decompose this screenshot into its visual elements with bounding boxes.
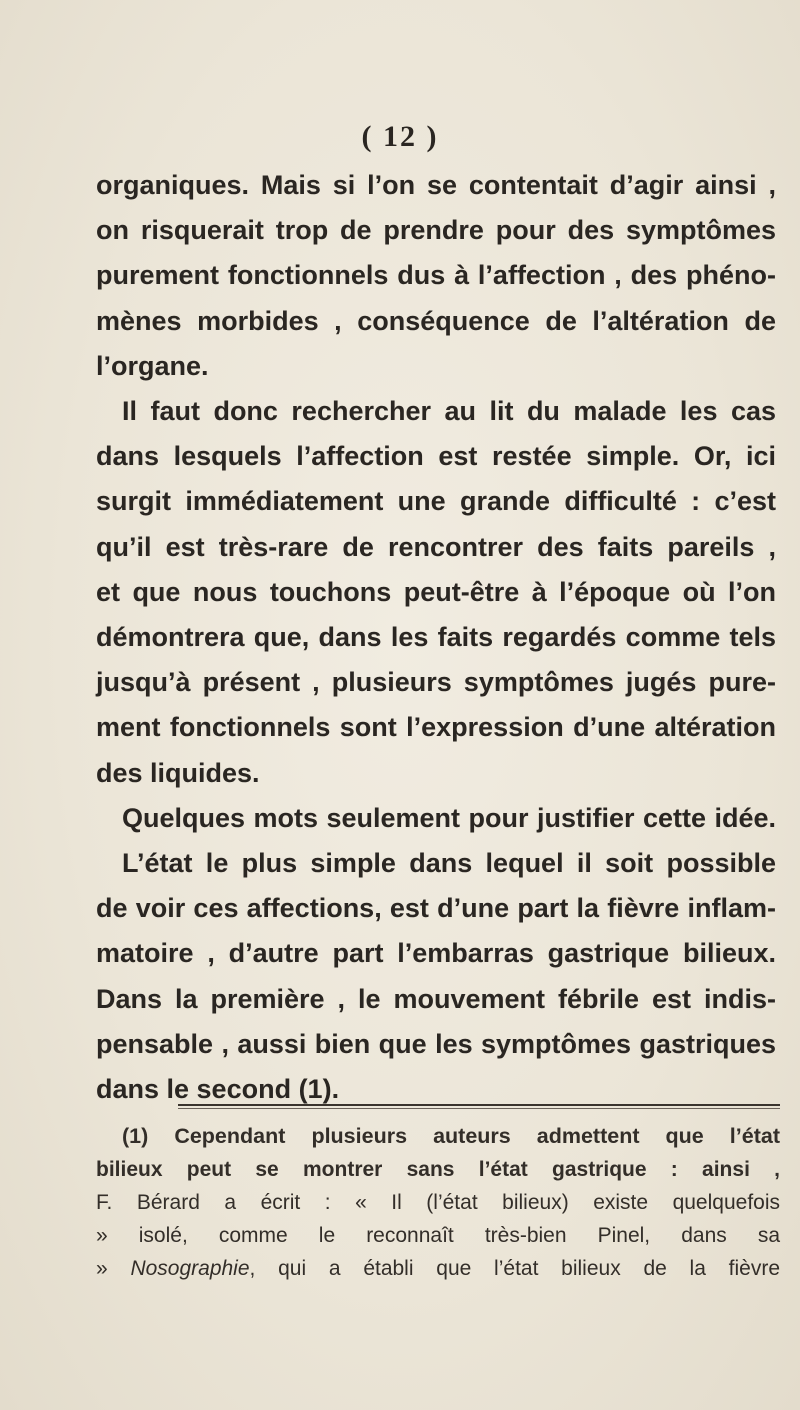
text-line: mènes morbides , conséquence de l’altération de [96,305,776,336]
text-line: purement fonctionnels dus à l’affection , des phéno- [96,260,776,291]
text-line: jusqu’à présent , plusieurs symptômes jugés pure- [96,667,776,698]
text-line: Dans la première , le mouvement fébrile est indis- [96,983,776,1014]
footnote-line: » isolé, comme le reconnaît très-bien Pinel, dans sa [96,1224,780,1247]
quote-mark: » [96,1257,131,1280]
footnote-divider [178,1104,780,1106]
book-title: Nosographie [130,1257,250,1280]
footnote-line: bilieux peut se montrer sans l’état gastrique : ainsi , [96,1158,780,1181]
footnote [96,1120,780,1285]
main-text [96,163,776,1112]
text-line: ment fonctionnels sont l’expression d’une altération [96,712,776,743]
text-line: surgit immédiatement une grande difficulté : c’est [96,486,776,517]
text-line: des liquides. [96,757,260,788]
text-line: on risquerait trop de prendre pour des symptômes [96,215,776,246]
page-number: ( 12 ) [361,120,439,153]
text-line: pensable , aussi bien que les symptômes gastriques [96,1028,776,1059]
footnote-line: F. Bérard a écrit : « Il (l’état bilieux) existe quelquefois [96,1191,780,1214]
text-line: Quelques mots seulement pour justifier cette idée. [122,802,776,833]
text-line: de voir ces affections, est d’une part la fièvre inflam- [96,893,776,924]
footnote-line-rest: , qui a établi que l’état bilieux de la fièvre [249,1257,780,1280]
text-line: matoire , d’autre part l’embarras gastrique bilieux. [96,938,776,969]
text-line: l’organe. [96,350,209,381]
text-line: démontrera que, dans les faits regardés comme tels [96,622,776,653]
footnote-divider-thin [178,1108,780,1109]
text-line: dans le second (1). [96,1074,340,1105]
footnote-line [96,1252,780,1285]
text-line: L’état le plus simple dans lequel il soit possible [122,848,776,879]
text-line: qu’il est très-rare de rencontrer des faits pareils , [96,531,776,562]
footnote-line: (1) Cependant plusieurs auteurs admettent que l’état [122,1124,780,1148]
text-line: dans lesquels l’affection est restée simple. Or, ici [96,441,776,472]
text-line: Il faut donc rechercher au lit du malade les cas [122,396,776,427]
text-line: organiques. Mais si l’on se contentait d’agir ainsi , [96,170,776,200]
text-line: et que nous touchons peut-être à l’époque où l’on [96,576,776,607]
